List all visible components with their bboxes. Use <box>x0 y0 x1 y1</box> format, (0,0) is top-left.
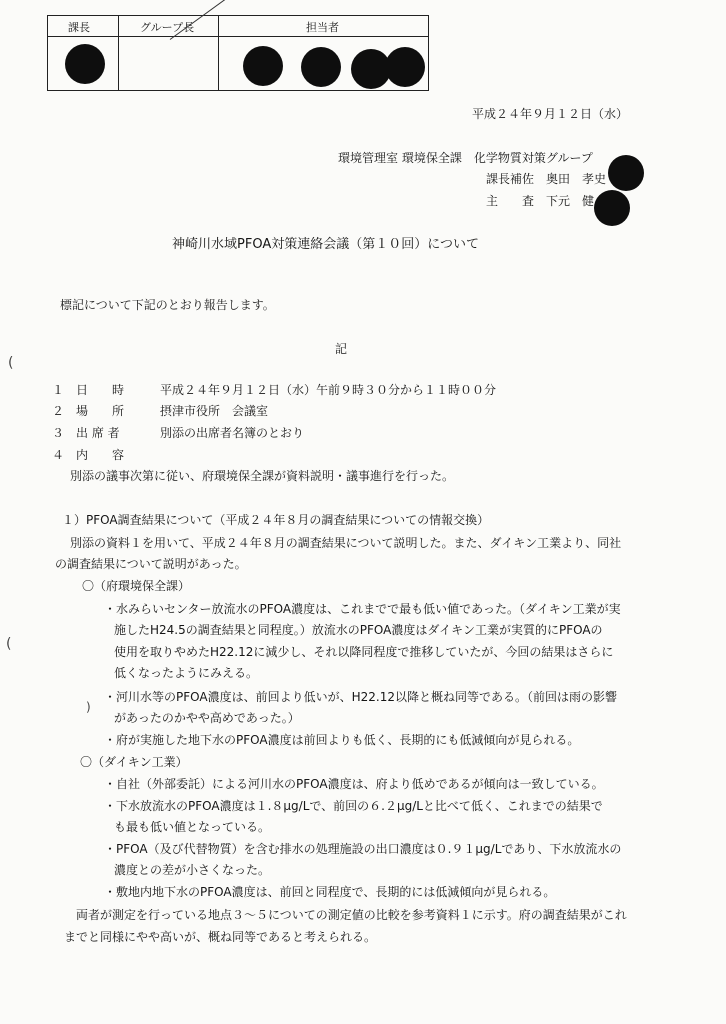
scan-mark: ) <box>86 700 91 714</box>
attendees-value: 別添の出席者名簿のとおり <box>160 426 305 440</box>
tantosha-seal-2 <box>301 47 341 87</box>
tantosha-seal-4 <box>385 47 425 87</box>
content-label: ４ 内 容 <box>52 448 125 462</box>
datetime-value: 平成２４年９月１２日（水）午前９時３０分から１１時００分 <box>160 383 497 397</box>
chief-seal <box>594 190 630 226</box>
section1-lead-line: の調査結果について説明があった。 <box>55 557 247 571</box>
sender-department: 環境管理室 環境保全課 化学物質対策グループ <box>338 151 593 165</box>
stamp-divider <box>218 16 219 90</box>
pref-bullet-line: 施したH24.5の調査結果と同程度。）放流水のPFOA濃度はダイキン工業が実質的にPFOAの <box>114 623 603 637</box>
sender-deputy: 課長補佐 奥田 孝史 <box>486 172 607 186</box>
daikin-bullet-line: ・敷地内地下水のPFOA濃度は、前回と同程度で、長期的には低減傾向が見られる。 <box>104 885 556 899</box>
closing-line: 両者が測定を行っている地点３～５についての測定値の比較を参考資料１に示す。府の調査結果がこれ <box>76 908 627 922</box>
stamp-label-kacho: 課長 <box>68 21 90 34</box>
stamp-divider <box>118 16 119 90</box>
stamp-table-header-row <box>48 16 428 37</box>
sender-chief: 主 査 下元 健 <box>486 194 595 208</box>
pref-bullet-line: ・河川水等のPFOA濃度は、前回より低いが、H22.12以降と概ね同等である。（前回は雨の影響 <box>104 690 617 704</box>
pref-bullet-line: 低くなったようにみえる。 <box>114 666 259 680</box>
section1-heading: １）PFOA調査結果について（平成２４年８月の調査結果についての情報交換） <box>62 513 490 527</box>
pref-heading: 〇（府環境保全課） <box>82 579 191 593</box>
pref-bullet-line: 使用を取りやめたH22.12に減少し、それ以降同程度で推移していたが、今回の結果はさらに <box>114 645 614 659</box>
stamp-label-group-leader: グループ長 <box>140 21 195 34</box>
scan-mark: ( <box>8 355 14 371</box>
attendees-label: ３ 出 席 者 <box>52 426 120 440</box>
approval-stamp-table <box>47 15 429 91</box>
place-label: ２ 場 所 <box>52 404 125 418</box>
place-value: 摂津市役所 会議室 <box>160 404 269 418</box>
ki-heading: 記 <box>335 342 348 356</box>
daikin-bullet-line: 濃度との差が小さくなった。 <box>114 863 271 877</box>
daikin-bullet-line: ・自社（外部委託）による河川水のPFOA濃度は、府より低めであるが傾向は一致している。 <box>104 777 604 791</box>
daikin-heading: 〇（ダイキン工業） <box>80 755 188 769</box>
kacho-seal <box>65 44 105 84</box>
content-intro: 別添の議事次第に従い、府環境保全課が資料説明・議事進行を行った。 <box>70 469 455 483</box>
pref-bullet-line: ・府が実施した地下水のPFOA濃度は前回よりも低く、長期的にも低減傾向が見られる。 <box>104 733 580 747</box>
scan-mark: ( <box>6 636 12 652</box>
intro-text: 標記について下記のとおり報告します。 <box>60 298 275 312</box>
daikin-bullet-line: も最も低い値となっている。 <box>114 820 271 834</box>
deputy-seal <box>608 155 644 191</box>
report-date: 平成２４年９月１２日（水） <box>472 107 629 121</box>
section1-lead-line: 別添の資料１を用いて、平成２４年８月の調査結果について説明した。また、ダイキン工業より、同社 <box>70 536 622 550</box>
pref-bullet-line: があったのかやや高めであった。） <box>114 711 300 725</box>
tantosha-seal-1 <box>243 46 283 86</box>
daikin-bullet-line: ・PFOA（及び代替物質）を含む排水の処理施設の出口濃度は０.９１μg/Lであり、下水放流水の <box>104 842 622 856</box>
closing-line: までと同様にやや高いが、概ね同等であると考えられる。 <box>64 930 377 944</box>
datetime-label: １ 日 時 <box>52 383 125 397</box>
stamp-label-tantosha: 担当者 <box>306 21 339 34</box>
daikin-bullet-line: ・下水放流水のPFOA濃度は１.８μg/Lで、前回の６.２μg/Lと比べて低く、これまでの結果で <box>104 799 603 813</box>
pref-bullet-line: ・水みらいセンター放流水のPFOA濃度は、これまでで最も低い値であった。（ダイキン工業が実 <box>104 602 621 616</box>
document-title: 神崎川水域PFOA対策連絡会議（第１０回）について <box>172 237 479 252</box>
